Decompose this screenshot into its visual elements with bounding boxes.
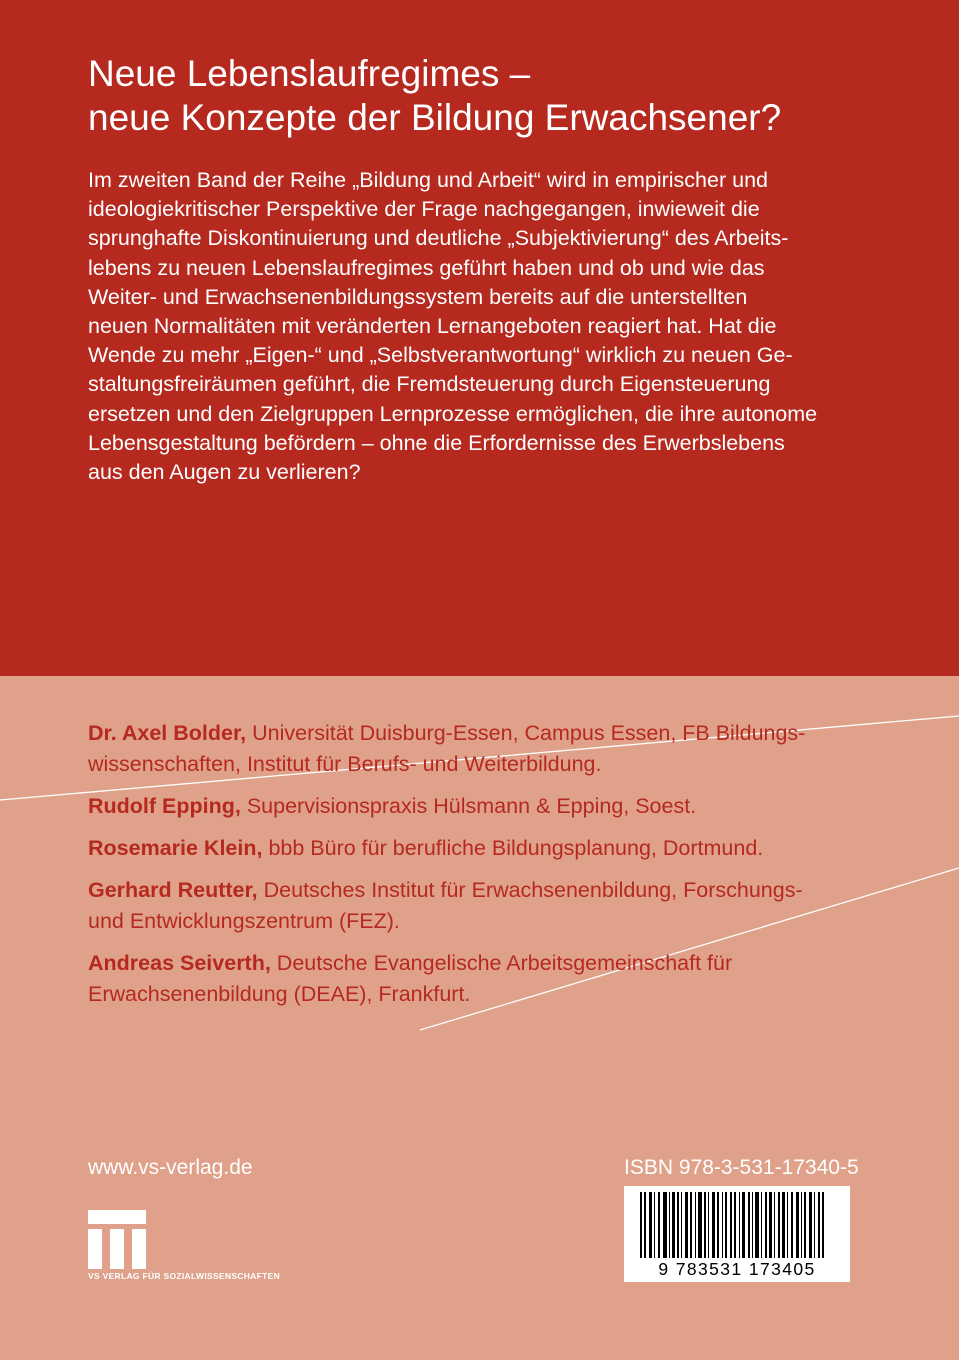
author-entry [88, 948, 888, 1010]
author-affiliation-cont: wissenschaften, Institut für Berufs- und Weiterbildung. [88, 752, 602, 776]
author-name: Rosemarie Klein, [88, 836, 263, 860]
barcode-digits: 9 783531 173405 [624, 1258, 850, 1280]
author-entry [88, 833, 888, 864]
blurb-line: Lebensgestaltung befördern – ohne die Erfordernisse des Erwerbslebens [88, 430, 785, 455]
author-name: Andreas Seiverth, [88, 951, 271, 975]
author-list [88, 718, 888, 1021]
blurb-line: ideologiekritischer Perspektive der Frage nachgegangen, inwieweit die [88, 197, 760, 222]
author-entry [88, 791, 888, 822]
author-affiliation: Universität Duisburg-Essen, Campus Essen, FB Bildungs- [246, 721, 806, 745]
publisher-url[interactable]: www.vs-verlag.de [88, 1156, 253, 1179]
title-line-2: neue Konzepte der Bildung Erwachsener? [88, 97, 782, 138]
author-entry [88, 875, 888, 937]
blurb-line: sprunghafte Diskontinuierung und deutliche „Subjektivierung“ des Arbeits- [88, 226, 789, 251]
blurb-line: Weiter- und Erwachsenenbildungssystem bereits auf die unterstellten [88, 284, 748, 309]
author-affiliation: bbb Büro für berufliche Bildungsplanung, Dortmund. [262, 836, 764, 860]
author-name: Gerhard Reutter, [88, 878, 258, 902]
blurb-line: neuen Normalitäten mit veränderten Lernangeboten reagiert hat. Hat die [88, 314, 777, 339]
title-line-1: Neue Lebenslaufregimes – [88, 53, 531, 94]
blurb-line: Im zweiten Band der Reihe „Bildung und Arbeit“ wird in empirischer und [88, 168, 768, 192]
publisher-name: VS VERLAG FÜR SOZIALWISSENSCHAFTEN [88, 1271, 281, 1281]
author-name: Dr. Axel Bolder, [88, 721, 247, 745]
blurb-line: Wende zu mehr „Eigen-“ und „Selbstverantwortung“ wirklich zu neuen Ge- [88, 343, 793, 368]
author-entry [88, 718, 888, 780]
author-affiliation-cont: Erwachsenenbildung (DEAE), Frankfurt. [88, 982, 471, 1006]
barcode [624, 1186, 850, 1282]
blurb-line: staltungsfreiräumen geführt, die Fremdsteuerung durch Eigensteuerung [88, 372, 771, 397]
blurb-line: ersetzen und den Zielgruppen Lernprozesse ermöglichen, die ihre autonome [88, 401, 818, 426]
author-affiliation: Deutsche Evangelische Arbeitsgemeinschaft für [270, 951, 733, 975]
author-affiliation-cont: und Entwicklungszentrum (FEZ). [88, 909, 400, 933]
blurb-line: lebens zu neuen Lebenslaufregimes geführt haben und ob und wie das [88, 255, 765, 280]
author-affiliation: Supervisionspraxis Hülsmann & Epping, Soest. [240, 794, 697, 818]
author-name: Rudolf Epping, [88, 794, 241, 818]
blurb-line: aus den Augen zu verlieren? [88, 460, 361, 485]
author-affiliation: Deutsches Institut für Erwachsenenbildung, Forschungs- [257, 878, 803, 902]
isbn-number: ISBN 978-3-531-17340-5 [624, 1156, 859, 1179]
